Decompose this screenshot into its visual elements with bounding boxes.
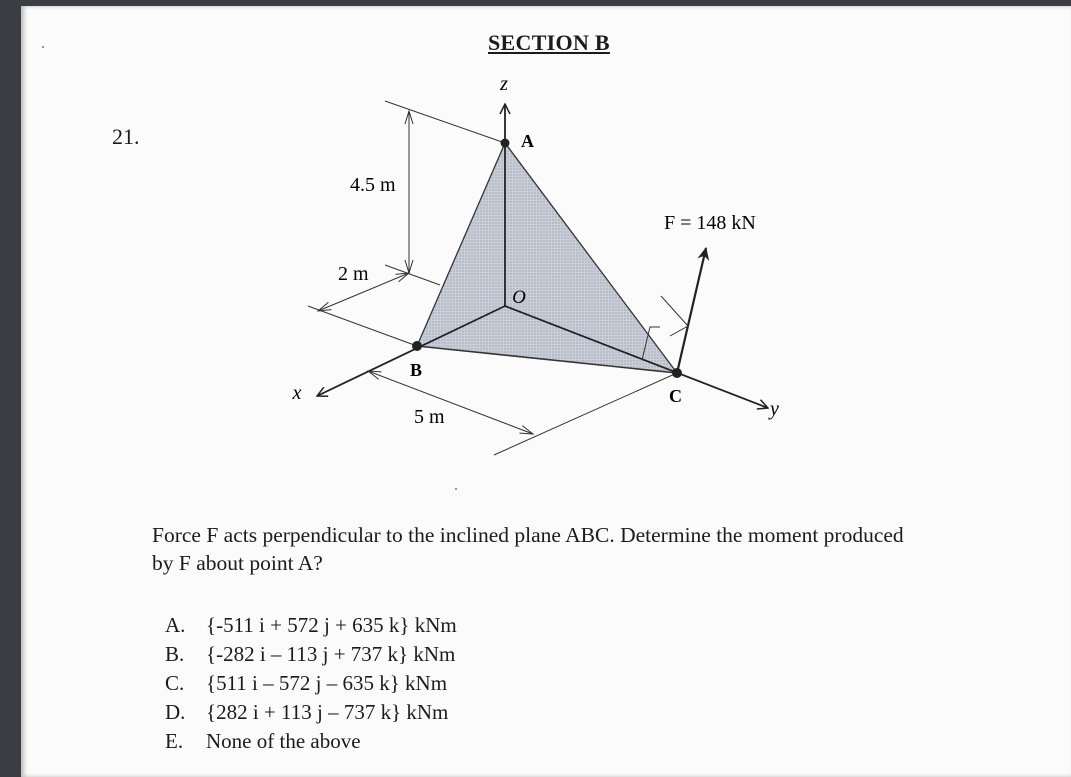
origin-label: O [512,287,526,308]
answer-options [165,611,457,756]
dim-extension-y [494,373,677,455]
option-e[interactable] [165,727,457,756]
dim-x-label: 2 m [338,263,369,285]
right-angle-mark-2 [661,296,688,336]
axis-z-label: z [500,73,508,95]
point-c-dot [672,368,682,378]
question-line-2: by F about point A? [152,551,323,575]
option-letter: E. [165,729,184,753]
option-d[interactable] [165,698,457,727]
dim-extension-x [308,306,417,346]
question-number: 21. [112,124,140,149]
axis-x-label: x [292,382,302,404]
plane-abc [417,143,677,373]
force-label: F = 148 kN [664,212,756,234]
point-b-dot [412,341,422,351]
question-text [152,521,992,577]
option-b[interactable] [165,640,457,669]
option-text: {-511 i + 572 j + 635 k} kNm [206,613,457,637]
question-line-1: Force F acts perpendicular to the inclined plane ABC. Determine the moment produced [152,523,904,547]
option-letter: C. [165,671,185,695]
section-title: SECTION B [488,30,610,55]
axis-y-label: y [770,398,779,420]
option-text: {511 i – 572 j – 635 k} kNm [206,671,448,695]
option-c[interactable] [165,669,457,698]
option-text: {-282 i – 113 j + 737 k} kNm [206,642,456,666]
dim-y-label: 5 m [414,406,445,428]
point-a-dot [501,139,510,148]
option-a[interactable] [165,611,457,640]
point-c-label: C [669,386,682,406]
option-letter: B. [165,642,185,666]
option-text: None of the above [206,729,361,753]
point-b-label: B [410,360,423,380]
dim-height-label: 4.5 m [350,174,396,196]
option-letter: A. [165,613,186,637]
option-text: {282 i + 113 j – 737 k} kNm [206,700,449,724]
scan-speck [455,488,457,490]
scan-speck [42,46,44,48]
dim-extension-bottom [385,265,440,285]
point-a-label: A [521,131,534,151]
dim-extension-top [385,101,505,143]
dim-line-y [368,371,533,434]
force-vector [677,248,706,373]
option-letter: D. [165,700,186,724]
